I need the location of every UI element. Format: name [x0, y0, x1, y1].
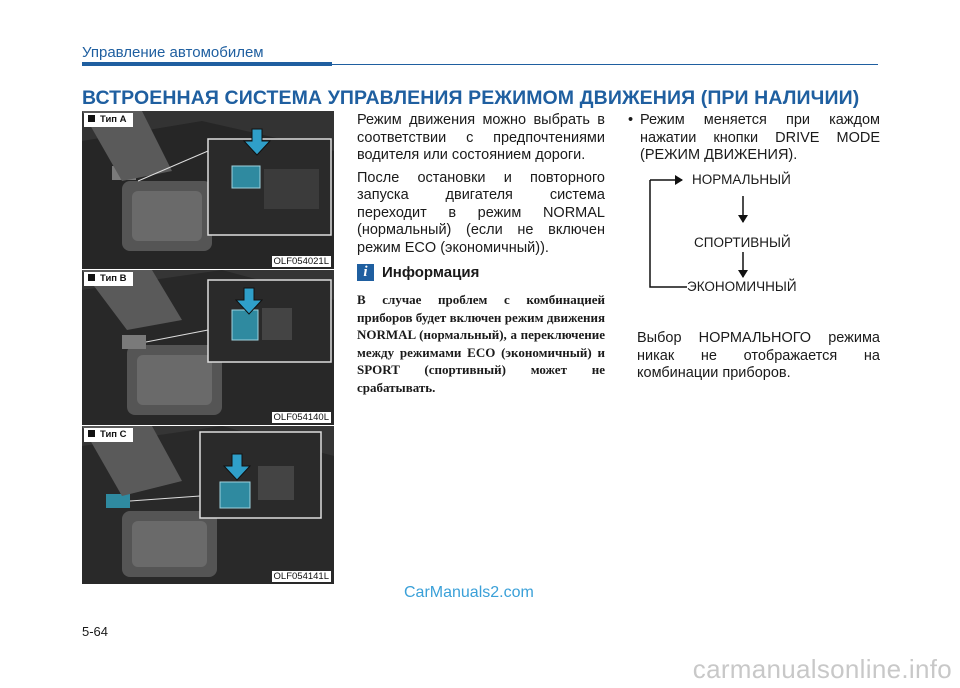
bullet-text: Режим меняется при каждом нажатии кнопки DRIVE MODE (РЕЖИМ ДВИЖЕНИЯ). [640, 112, 880, 163]
info-title: Информация [382, 263, 480, 281]
watermark-center: CarManuals2.com [404, 584, 534, 601]
console-illustration [82, 426, 334, 584]
console-illustration [82, 111, 334, 269]
mode-eco: ЭКОНОМИЧНЫЙ [687, 279, 797, 294]
console-illustration [82, 270, 334, 425]
figure-code: OLF054021L [273, 256, 329, 267]
mode-cycle-diagram [630, 160, 880, 320]
figure-type-c [82, 426, 334, 584]
bullet-item [628, 112, 880, 165]
figure-type-label: Тип A [84, 113, 133, 127]
paragraph: После остановки и повторного запуска двигателя система переходит в режим NORMAL (нормальный) (если не включен режим ECO (экономичный)). [357, 169, 605, 256]
normal-mode-note: Выбор НОРМАЛЬНОГО режима никак не отображается на комбинации приборов. [637, 330, 880, 381]
figure-type-a [82, 111, 334, 269]
header-rule-thin [332, 64, 878, 65]
bullet-symbol: • [628, 112, 634, 128]
figure-type-label: Тип B [84, 272, 133, 286]
figure-code: OLF054140L [273, 412, 329, 423]
info-icon: i [357, 264, 374, 281]
watermark-bottom: carmanualsonline.info [692, 654, 952, 684]
figure-type-b [82, 270, 334, 425]
figure-type-label: Тип C [84, 428, 133, 442]
section-header: Управление автомобилем [82, 44, 264, 61]
paragraph: Режим движения можно выбрать в соответствии с предпочтениями водителя или состоянием дороги. [357, 112, 605, 163]
mode-sport: СПОРТИВНЫЙ [694, 235, 791, 250]
info-header [357, 262, 479, 282]
info-body: В случае проблем с комбинацией приборов будет включен режим движения NORMAL (нормальный), а переключение между режимами ECO (экономичный) и SPORT (спортивный) может не срабатывать. [357, 292, 605, 395]
page-title: ВСТРОЕННАЯ СИСТЕМА УПРАВЛЕНИЯ РЕЖИМОМ ДВИЖЕНИЯ (ПРИ НАЛИЧИИ) [82, 87, 860, 109]
page-number: 5-64 [82, 624, 109, 639]
header-rule-thick [82, 62, 332, 66]
mode-normal: НОРМАЛЬНЫЙ [692, 172, 791, 187]
middle-column-text [357, 112, 605, 262]
figure-code: OLF054141L [273, 571, 329, 582]
